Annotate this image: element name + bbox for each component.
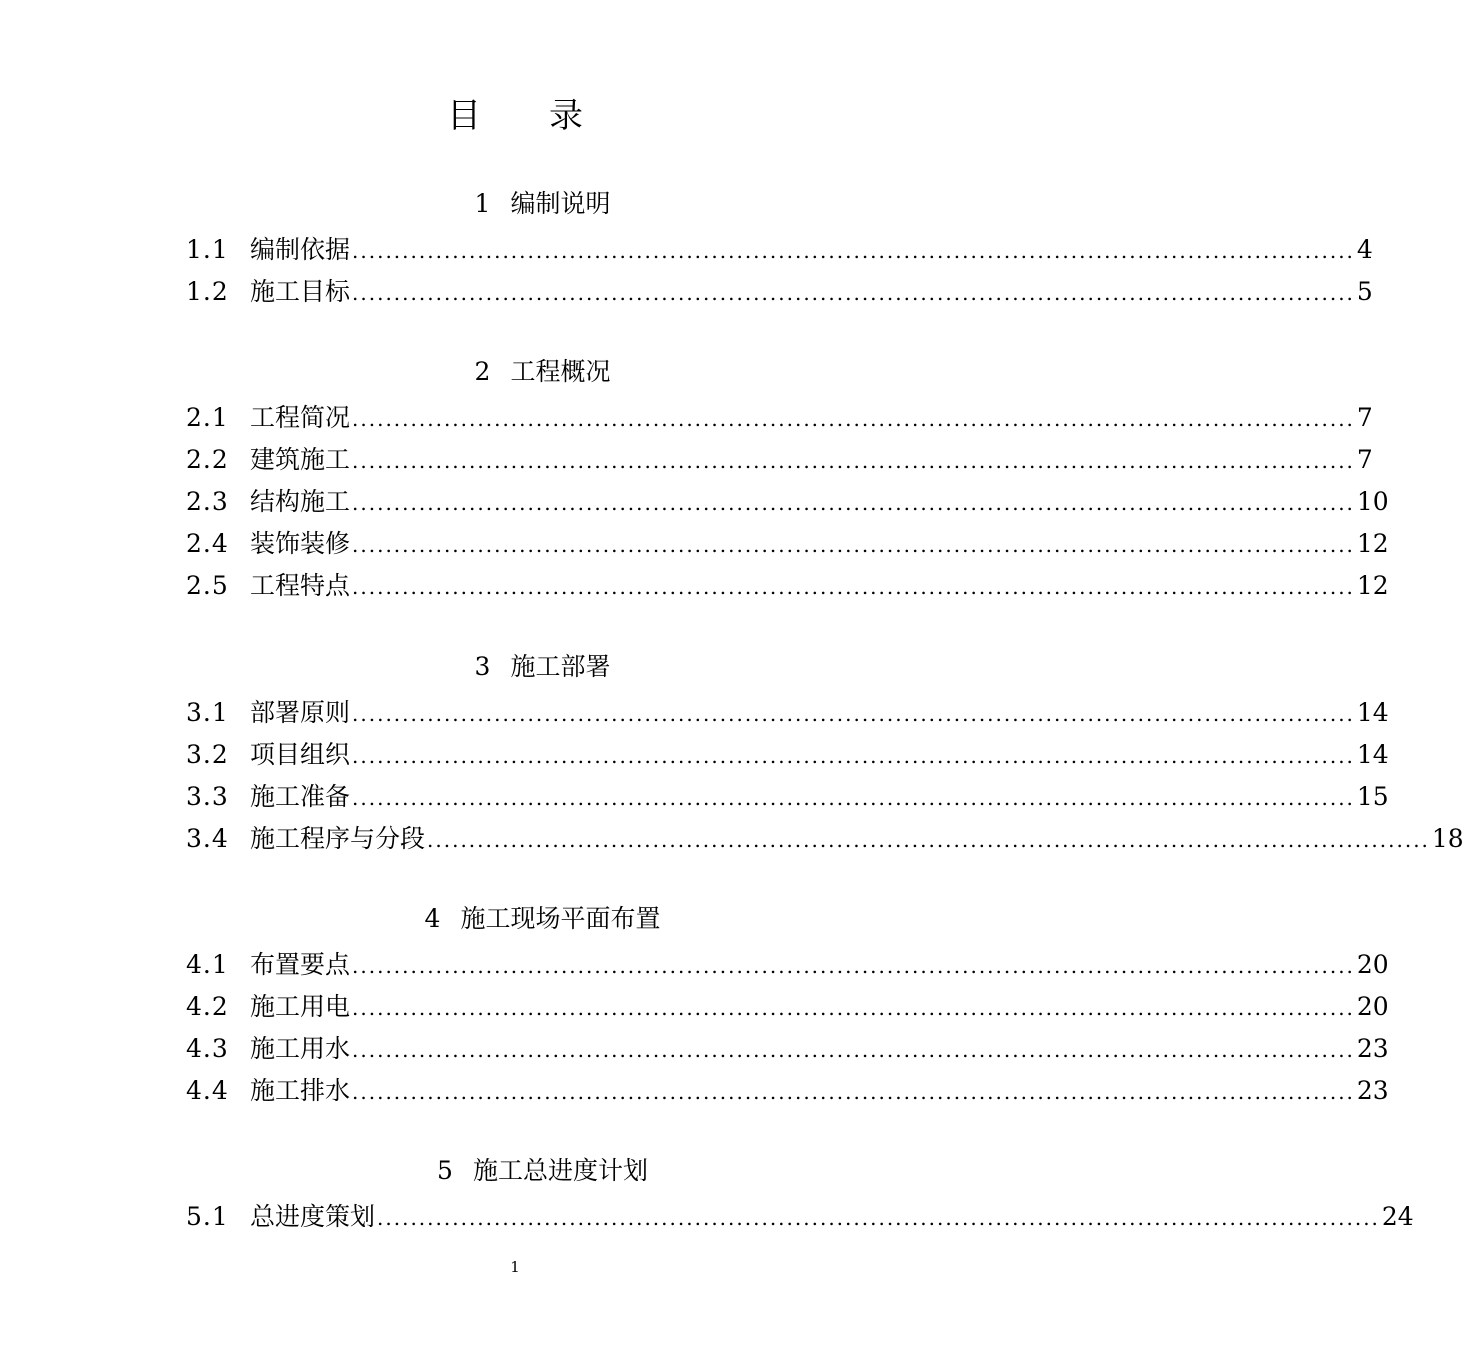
dot-leader: ........................................................................................................................ xyxy=(352,786,1355,810)
toc-entry-page: 20 xyxy=(1356,950,1389,979)
dot-leader: ........................................................................................................................ xyxy=(352,954,1355,978)
dot-leader: ........................................................................................................................ xyxy=(352,533,1355,557)
toc-entry-page: 7 xyxy=(1356,403,1373,432)
toc-entry-page: 18 xyxy=(1431,824,1464,853)
title-char-right: 录 xyxy=(549,96,583,136)
toc-entry-number: 3.1 xyxy=(186,698,229,727)
toc-entry[interactable] xyxy=(186,399,1373,433)
toc-entry-number: 4.3 xyxy=(186,1034,229,1063)
toc-entry-page: 7 xyxy=(1356,445,1373,474)
dot-leader: ........................................................................................................................ xyxy=(352,239,1355,263)
dot-leader: ........................................................................................................................ xyxy=(352,449,1355,473)
toc-entry-title: 结构施工 xyxy=(250,487,351,516)
section-number: 3 xyxy=(474,652,491,681)
section-heading[interactable] xyxy=(0,904,1085,934)
toc-entry-page: 10 xyxy=(1356,487,1389,516)
toc-entry-title: 施工程序与分段 xyxy=(250,824,426,853)
toc-entry-number: 3.2 xyxy=(186,740,229,769)
toc-entry-page: 15 xyxy=(1356,782,1389,811)
toc-entry[interactable] xyxy=(186,778,1389,812)
toc-entry[interactable] xyxy=(186,441,1373,475)
toc-entry-number: 3.3 xyxy=(186,782,229,811)
toc-entry-number: 4.1 xyxy=(186,950,229,979)
section-heading[interactable] xyxy=(0,1156,1085,1186)
section-title: 施工现场平面布置 xyxy=(460,904,661,933)
section-number: 1 xyxy=(474,189,491,218)
toc-entry-title: 项目组织 xyxy=(250,740,351,769)
toc-entry-title: 部署原则 xyxy=(250,698,351,727)
page-title xyxy=(0,88,1030,137)
toc-entry-number: 3.4 xyxy=(186,824,229,853)
toc-entry[interactable] xyxy=(186,231,1373,265)
toc-entry[interactable] xyxy=(186,567,1389,601)
toc-entry-title: 施工准备 xyxy=(250,782,351,811)
section-title: 工程概况 xyxy=(510,357,611,386)
section-number: 2 xyxy=(474,357,491,386)
toc-entry-title: 施工用电 xyxy=(250,992,351,1021)
title-char-left: 目 xyxy=(447,96,481,136)
toc-entry-number: 2.4 xyxy=(186,529,229,558)
dot-leader: ........................................................................................................................ xyxy=(377,1206,1380,1230)
toc-entry[interactable] xyxy=(186,988,1389,1022)
toc-entry-number: 4.2 xyxy=(186,992,229,1021)
page-number: 1 xyxy=(510,1258,520,1276)
toc-entry-title: 施工排水 xyxy=(250,1076,351,1105)
dot-leader: ........................................................................................................................ xyxy=(352,281,1355,305)
toc-entry[interactable] xyxy=(186,736,1389,770)
toc-entry-title: 工程特点 xyxy=(250,571,351,600)
toc-entry-number: 4.4 xyxy=(186,1076,229,1105)
section-heading[interactable] xyxy=(0,652,1085,682)
toc-entry[interactable] xyxy=(186,525,1389,559)
dot-leader: ........................................................................................................................ xyxy=(427,828,1430,852)
toc-entry-page: 20 xyxy=(1356,992,1389,1021)
dot-leader: ........................................................................................................................ xyxy=(352,702,1355,726)
toc-entry-title: 装饰装修 xyxy=(250,529,351,558)
section-number: 4 xyxy=(424,904,441,933)
section-heading[interactable] xyxy=(0,357,1085,387)
toc-entry[interactable] xyxy=(186,946,1389,980)
section-title: 编制说明 xyxy=(510,189,611,218)
dot-leader: ........................................................................................................................ xyxy=(352,575,1355,599)
toc-entry[interactable] xyxy=(186,820,1464,854)
toc-entry[interactable] xyxy=(186,483,1389,517)
toc-entry-title: 编制依据 xyxy=(250,235,351,264)
toc-entry-title: 施工目标 xyxy=(250,277,351,306)
section-title: 施工部署 xyxy=(510,652,611,681)
section-title: 施工总进度计划 xyxy=(472,1156,648,1185)
dot-leader: ........................................................................................................................ xyxy=(352,744,1355,768)
toc-entry-number: 1.1 xyxy=(186,235,229,264)
toc-entry-page: 23 xyxy=(1356,1076,1389,1105)
dot-leader: ........................................................................................................................ xyxy=(352,1038,1355,1062)
dot-leader: ........................................................................................................................ xyxy=(352,407,1355,431)
toc-entry-title: 工程简况 xyxy=(250,403,351,432)
toc-entry[interactable] xyxy=(186,1198,1414,1232)
toc-entry-number: 1.2 xyxy=(186,277,229,306)
toc-entry-page: 24 xyxy=(1381,1202,1414,1231)
toc-entry-title: 施工用水 xyxy=(250,1034,351,1063)
toc-entry-number: 2.3 xyxy=(186,487,229,516)
toc-entry-number: 2.2 xyxy=(186,445,229,474)
toc-entry-page: 14 xyxy=(1356,740,1389,769)
dot-leader: ........................................................................................................................ xyxy=(352,996,1355,1020)
toc-entry-number: 2.5 xyxy=(186,571,229,600)
dot-leader: ........................................................................................................................ xyxy=(352,1080,1355,1104)
toc-entry[interactable] xyxy=(186,694,1389,728)
toc-entry-page: 14 xyxy=(1356,698,1389,727)
toc-entry-number: 2.1 xyxy=(186,403,229,432)
toc-entry-page: 4 xyxy=(1356,235,1373,264)
toc-entry-title: 总进度策划 xyxy=(250,1202,376,1231)
toc-entry[interactable] xyxy=(186,273,1373,307)
section-heading[interactable] xyxy=(0,189,1085,219)
toc-entry[interactable] xyxy=(186,1072,1389,1106)
section-number: 5 xyxy=(437,1156,453,1185)
dot-leader: ........................................................................................................................ xyxy=(352,491,1355,515)
toc-entry-number: 5.1 xyxy=(186,1202,229,1231)
toc-entry-title: 建筑施工 xyxy=(250,445,351,474)
toc-entry-title: 布置要点 xyxy=(250,950,351,979)
toc-entry-page: 5 xyxy=(1356,277,1373,306)
toc-entry[interactable] xyxy=(186,1030,1389,1064)
toc-entry-page: 12 xyxy=(1356,529,1389,558)
toc-entry-page: 12 xyxy=(1356,571,1389,600)
toc-entry-page: 23 xyxy=(1356,1034,1389,1063)
